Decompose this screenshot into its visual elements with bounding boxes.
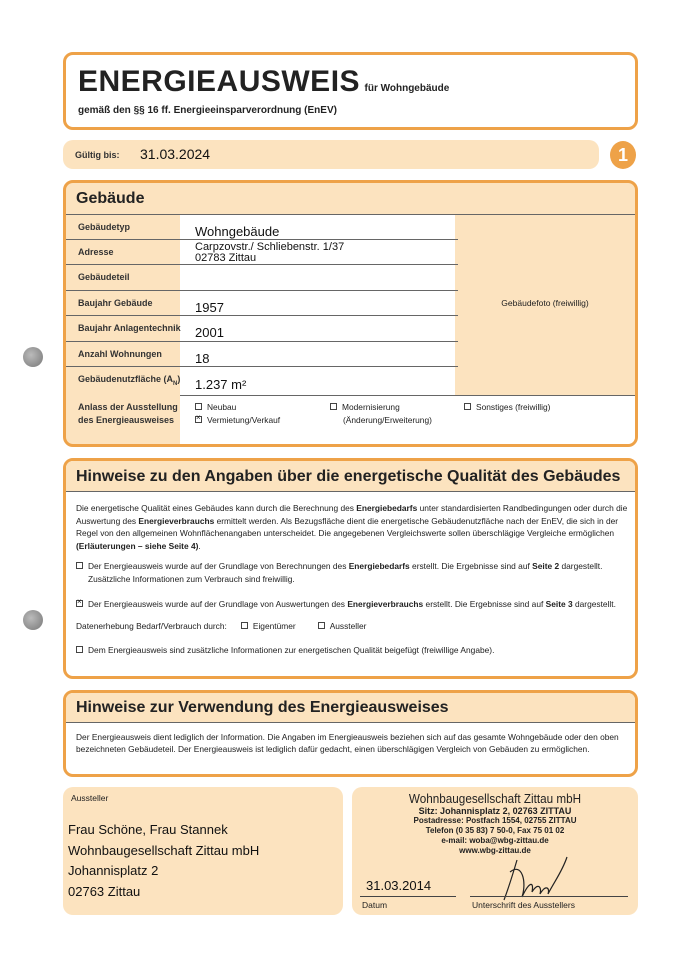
option-label: Neubau [207,402,237,412]
row-value: 1.237 m² [195,377,247,392]
text: dargestellt. Zusätzliche Informationen zum Verbrauch sind freiwillig. [88,561,603,584]
row-value: 2001 [195,325,224,340]
label-end: ) [177,374,181,384]
text-bold: Energieverbrauchs [347,599,424,609]
header-box [63,52,638,130]
option-label: Dem Energieausweis sind zusätzliche Informationen zur energetischen Qualität beigefügt (freiwillige Angabe). [88,645,495,655]
option-label: Aussteller [329,621,367,631]
issue-date: 31.03.2014 [366,878,432,893]
option-label: Vermietung/Verkauf [207,415,281,425]
option-label: Eigentümer [252,621,296,631]
data-collection-row [76,620,366,633]
row-gebaeudetyp [66,215,458,240]
option-energieverbrauch[interactable] [76,598,636,611]
text-bold: Seite 3 [545,599,573,609]
row-adresse [66,240,458,265]
usage-section [63,690,638,777]
reason-label [78,401,178,427]
text: erstellt. Die Ergebnisse sind auf [423,599,546,609]
issuer-line: Wohnbaugesellschaft Zittau mbH [68,842,260,858]
text: . [198,540,201,551]
row-nutzflaeche [66,367,458,395]
row-baujahr [66,291,458,316]
document-title-suffix: für Wohngebäude [364,83,450,94]
text: erstellt. Die Ergebnisse sind auf [409,561,533,571]
row-anlagentechnik [66,316,458,342]
reason-sonstiges[interactable] [464,401,550,414]
issuer-address [68,820,259,902]
option-energiebedarf[interactable] [76,560,631,585]
signature-box [352,787,638,915]
row-value: Wohngebäude [195,224,280,239]
validity-label: Gültig bis: [75,150,120,160]
signature-label: Unterschrift des Ausstellers [472,900,575,910]
text: Der Energieausweis wurde auf der Grundlage von Berechnungen des [88,561,349,571]
reason-vermietung[interactable] [195,414,280,427]
building-section [63,180,638,447]
row-value-2: 02783 Zittau [195,252,257,264]
reason-modernisierung[interactable] [330,401,432,426]
row-value: Carpzovstr./ Schliebenstr. 1/37 [195,241,345,253]
validity-bar [63,140,599,169]
row-label: Adresse [78,247,114,257]
stamp-line: Wohnbaugesellschaft Zittau mbH [408,791,582,806]
label-subscript: N [173,380,178,387]
stamp-line: Postadresse: Postfach 1554, 02755 ZITTAU [413,816,577,825]
document-subtitle: gemäß den §§ 16 ff. Energieeinsparverordnung (EnEV) [78,105,337,116]
row-wohnungen [66,342,458,367]
checkbox[interactable] [330,403,337,410]
company-stamp [352,791,638,856]
notes-paragraph [76,502,631,552]
text-bold: Seite 2 [532,561,560,571]
text: Die energetische Qualität eines Gebäudes kann durch die Berechnung des [76,503,357,513]
stamp-line: www.wbg-zittau.de [459,846,531,855]
row-label: Baujahr Anlagentechnik [78,323,181,333]
notes-title: Hinweise zu den Angaben über die energetische Qualität des Gebäudes [76,468,621,485]
punch-hole [23,347,43,367]
reason-label-line: des Energieausweises [78,415,175,425]
label-text: Gebäudenutzfläche (A [78,374,174,384]
row-value: 18 [195,351,210,366]
issuer-line: Johannisplatz 2 [68,863,159,878]
checkbox[interactable] [241,622,248,629]
text-bold: Energiebedarfs [356,503,418,513]
usage-title: Hinweise zur Verwendung des Energieausweises [76,699,449,716]
option-aussteller[interactable] [318,621,367,631]
usage-text: Der Energieausweis dient lediglich der Information. Die Angaben im Energieausweis beziehen sich auf das gesamte Wohngebäude oder den oben bezeichneten Gebäudeteil. Der Energieausweis ist lediglich dafür gedacht, einen überschlägigen Vergleich von Gebäuden zu ermöglichen. [76,732,619,754]
issuer-label: Aussteller [71,793,109,803]
stamp-line: e-mail: woba@wbg-zittau.de [441,836,549,845]
issuer-line: Frau Schöne, Frau Stannek [68,822,228,837]
option-eigentuemer[interactable] [241,621,296,631]
date-label: Datum [362,900,388,910]
document-title: ENERGIEAUSWEIS [78,65,361,98]
text-bold: Energieverbrauchs [138,515,215,526]
option-label-2: (Änderung/Erweiterung) [343,414,432,425]
checkbox[interactable] [464,403,471,410]
text-bold: Energiebedarfs [348,561,410,571]
handwritten-signature [492,852,602,902]
issuer-line: 02763 Zittau [68,883,141,899]
row-label [78,374,180,387]
row-label: Gebäudetyp [78,222,131,232]
building-title: Gebäude [76,190,145,207]
text: unter standardisierten Randbedingungen oder durch die Auswertung des [76,503,628,526]
row-value: 1957 [195,300,224,315]
option-label: Modernisierung [342,402,400,412]
option-additional-info[interactable] [76,644,494,657]
checkbox-checked[interactable] [76,600,83,607]
punch-hole [23,610,43,630]
text: dargestellt. [572,599,616,609]
text: ermittelt werden. Als Bezugsfläche dient die energetische Gebäudenutzfläche nach der EnEV, die sich in der Regel von den allgemeinen Wohnflächenangaben unterscheidet. Die angegebenen Vergleichswerte sollen überschlägige Vergleiche ermöglichen [76,515,619,538]
page-number-badge: 1 [610,141,636,169]
checkbox[interactable] [76,562,83,569]
checkbox-checked[interactable] [195,416,202,423]
text: Der Energieausweis wurde auf der Grundlage von Auswertungen des [88,599,348,609]
checkbox[interactable] [195,403,202,410]
row-label: Baujahr Gebäude [78,298,153,308]
text-bold: (Erläuterungen – siehe Seite 4) [76,540,199,551]
notes-section [63,458,638,679]
row-label: Gebäudeteil [78,272,130,282]
row-gebaeudeteil [66,265,458,291]
option-label: Sonstiges (freiwillig) [476,402,551,412]
issuer-box [63,787,343,915]
stamp-line: Telefon (0 35 83) 7 50-0, Fax 75 01 02 [425,826,565,835]
data-collection-label: Datenerhebung Bedarf/Verbrauch durch: [76,621,227,631]
checkbox[interactable] [76,646,83,653]
stamp-line: Sitz: Johannisplatz 2, 02763 ZITTAU [418,806,572,816]
validity-date: 31.03.2024 [140,146,211,162]
reason-neubau[interactable] [195,401,236,414]
checkbox[interactable] [318,622,325,629]
row-label: Anzahl Wohnungen [78,349,162,359]
reason-label-line: Anlass der Ausstellung [78,402,178,412]
photo-placeholder: Gebäudefoto (freiwillig) [501,298,589,308]
